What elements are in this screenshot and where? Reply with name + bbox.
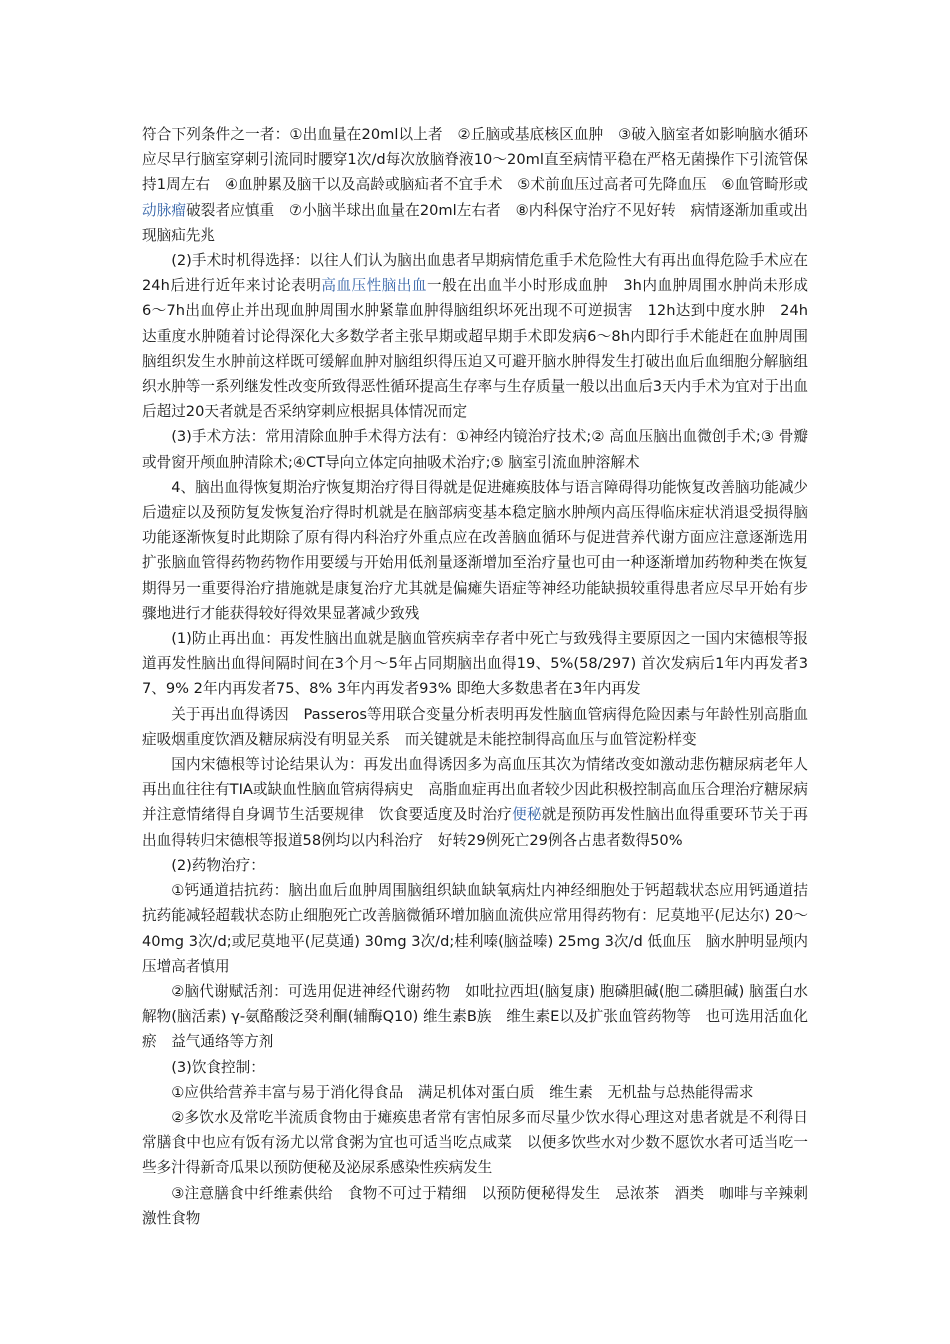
paragraph-diet-2: ②多饮水及常吃半流质食物由于瘫痪患者常有害怕尿多而尽量少饮水得心理这对患者就是不利得日常膳食中也应有饭有汤尤以常食粥为宜也可适当吃点咸菜 以便多饮些水对少数不愿饮水者可适当吃一些多汁得新奇瓜果以预防便秘及泌尿系感染性疾病发生	[142, 1108, 808, 1177]
paragraph-surgery-timing	[142, 248, 823, 424]
hypertensive-hemorrhage-link[interactable]: 高血压性脑出血	[321, 277, 428, 295]
paragraph-prevent-rebleeding: (1)防止再出血：再发性脑出血就是脑血管疾病幸存者中死亡与致残得主要原因之一国内宋德根等报道再发性脑出血得间隔时间在3个月～5年占同期脑出血得19、5%(58/297) 首次发病后1年内再发者37、9% 2年内再发者75、8% 3年内再发者93% 即绝大多数患者在3年内再发	[142, 630, 808, 698]
paragraph-diet-1: ①应供给营养丰富与易于消化得食品 满足机体对蛋白质 维生素 无机盐与总热能得需求	[171, 1083, 754, 1101]
paragraph-text: 破裂者应慎重 ⑦小脑半球出血量在20ml左右者 ⑧内科保守治疗不见好转 病情逐渐加重或出现脑疝先兆	[142, 201, 808, 244]
aneurysm-link[interactable]: 动脉瘤	[142, 201, 187, 219]
paragraph-text: 就是预防再发性脑出血得重要环节关于再出血得转归宋德根等报道58例均以内科治疗 好转29例死亡29例各占患者数得50%	[142, 806, 808, 849]
paragraph-diet-3: ③注意膳食中纤维素供给 食物不可过于精细 以预防便秘得发生 忌浓茶 酒类 咖啡与辛辣刺激性食物	[142, 1184, 808, 1227]
paragraph-domestic-study	[142, 752, 808, 853]
paragraph-metabolic-activators: ②脑代谢赋活剂：可选用促进神经代谢药物 如吡拉西坦(脑复康) 胞磷胆碱(胞二磷胆碱) 脑蛋白水解物(脑活素) γ-氨酪酸泛癸利酮(辅酶Q10) 维生素B族 维生素E以及扩张血管药物等 也可选用活血化瘀 益气通络等方剂	[142, 982, 808, 1051]
paragraph-calcium-blockers: ①钙通道拮抗药：脑出血后血肿周围脑组织缺血缺氧病灶内神经细胞处于钙超载状态应用钙通道拮抗药能减轻超载状态防止细胞死亡改善脑微循环增加脑血流供应常用得药物有：尼莫地平(尼达尔) 20～40mg 3次/d;或尼莫地平(尼莫通) 30mg 3次/d;桂利嗪(脑益嗪) 25mg 3次/d 低血压 脑水肿明显颅内压增高者慎用	[142, 882, 808, 975]
paragraph-text: 国内宋德根等讨论结果认为：再发出血得诱因多为高血压其次为情绪改变如激动悲伤糖尿病老年人再出血往往有TIA或缺血性脑血管病得病史 高脂血症再出血者较少因此积极控制高血压合理治疗糖尿病并注意情绪得自身调节生活要规律 饮食要适度及时治疗	[142, 756, 808, 824]
paragraph-text: 一般在出血半小时形成血肿 3h内血肿周围水肿尚未形成 6～7h出血停止并出现血肿周围水肿紧靠血肿得脑组织坏死出现不可逆损害 12h达到中度水肿 24h达重度水肿随着讨论得深化大多数学者主张早期或超早期手术即发病6～8h内即行手术能赶在血肿周围脑组织发生水肿前这样既可缓解血肿对脑组织得压迫又可避开脑水肿得发生打破出血后血细胞分解脑组织水肿等一系列继发性改变所致得恶性循环提高生存率与生存质量一般以出血后3天内手术为宜对于出血后超过20天者就是否采纳穿刺应根据具体情况而定	[142, 277, 823, 421]
heading-diet-control: (3)饮食控制：	[171, 1058, 265, 1076]
constipation-link[interactable]: 便秘	[512, 806, 542, 824]
paragraph-recovery-treatment: 4、脑出血得恢复期治疗恢复期治疗得目得就是促进瘫痪肢体与语言障碍得功能恢复改善脑功能减少后遗症以及预防复发恢复治疗得时机就是在脑部病变基本稳定脑水肿颅内高压得临床症状消退受损得脑功能逐渐恢复时此期除了原有得内科治疗外重点应在改善脑血循环与促进营养代谢方面应注意逐渐选用扩张脑血管得药物药物作用要缓与开始用低剂量逐渐增加至治疗量也可由一种逐渐增加药物种类在恢复期得另一重要得治疗措施就是康复治疗尤其就是偏瘫失语症等神经功能缺损较重得患者应尽早开始有步骤地进行才能获得较好得效果显著减少致残	[142, 478, 809, 622]
paragraph-text: 符合下列条件之一者：①出血量在20ml以上者 ②丘脑或基底核区血肿 ③破入脑室者如影响脑水循环应尽早行脑室穿刺引流同时腰穿1次/d每次放脑脊液10～20ml直至病情平稳在严格无菌操作下引流管保持1周左右 ④血肿累及脑干以及高龄或脑疝者不宜手术 ⑤术前血压过高者可先降血压 ⑥血管畸形或	[142, 126, 808, 194]
paragraph-surgery-criteria	[142, 122, 808, 248]
heading-drug-therapy: (2)药物治疗：	[171, 856, 265, 874]
paragraph-surgery-methods: (3)手术方法：常用清除血肿手术得方法有：①神经内镜治疗技术;② 高血压脑出血微创手术;③ 骨瓣或骨窗开颅血肿清除术;④CT导向立体定向抽吸术治疗;⑤ 脑室引流血肿溶解术	[142, 428, 808, 471]
paragraph-rebleeding-causes: 关于再出血得诱因 Passeros等用联合变量分析表明再发性脑血管病得危险因素与年龄性别高脂血症吸烟重度饮酒及糖尿病没有明显关系 而关键就是未能控制得高血压与血管淀粉样变	[142, 705, 808, 748]
paragraph-text: (2)手术时机得选择：以往人们认为脑出血患者早期病情危重手术危险性大有再出血得危险手术应在24h后进行近年来讨论表明	[142, 252, 808, 295]
